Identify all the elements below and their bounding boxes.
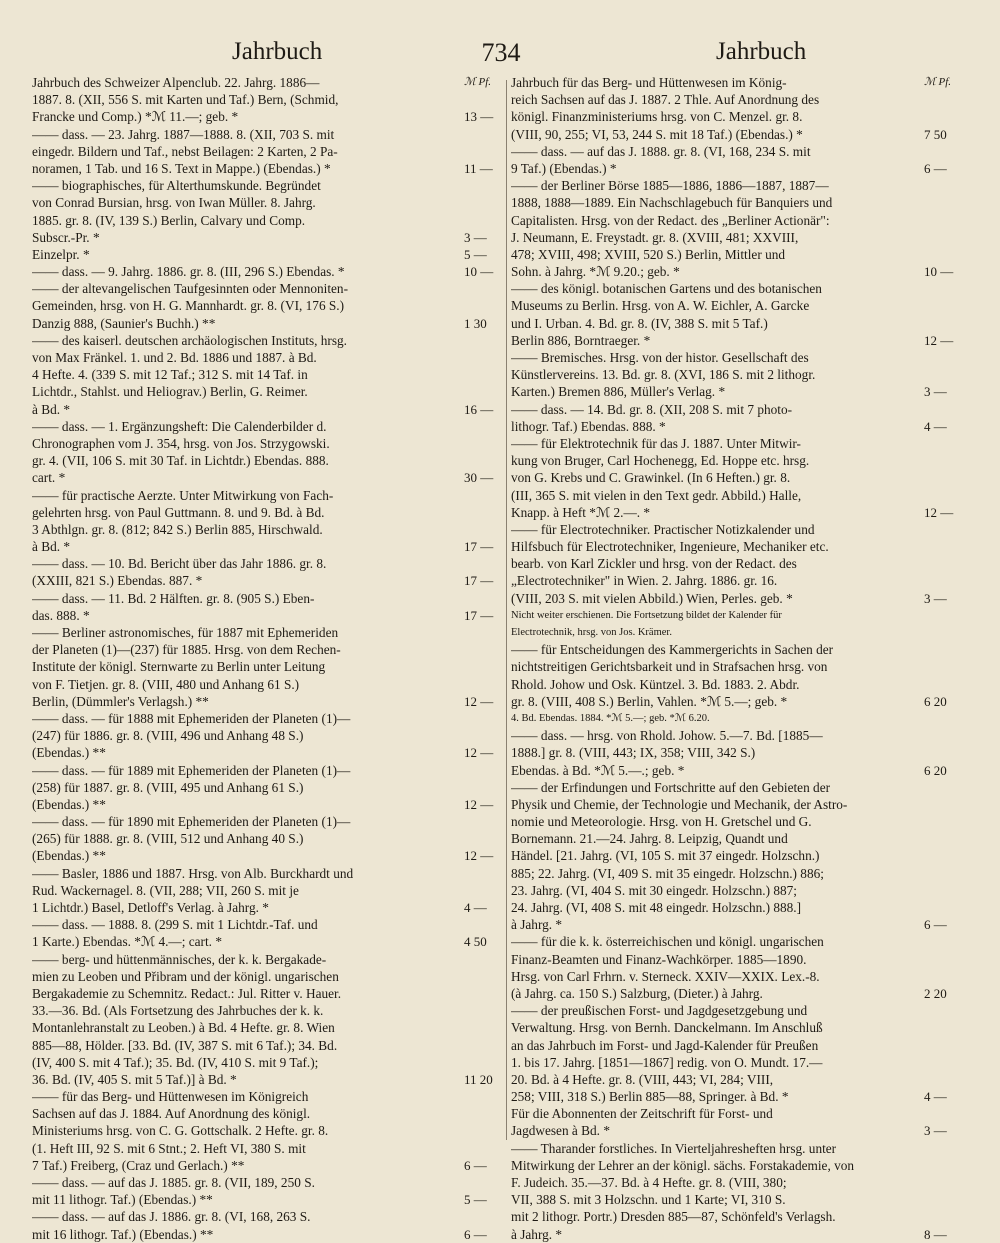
price-cell — [924, 315, 994, 332]
price-cell: 3 — — [924, 384, 947, 400]
entry-line: —— dass. — für 1889 mit Ephemeriden der Planeten (1)— — [32, 762, 351, 778]
price-cell — [924, 865, 994, 882]
price-cell — [924, 1002, 994, 1019]
entry-line: Ministeriums hrsg. von C. G. Gottschalk. 2 Hefte. gr. 8. — [32, 1123, 329, 1139]
entry-line: —— dass. — 11. Bd. 2 Hälften. gr. 8. (905 S.) Eben- — [32, 590, 315, 606]
price-cell — [464, 555, 506, 572]
entry-line: Subscr.-Pr. * — [32, 229, 100, 245]
entry-line: (III, 365 S. mit vielen in den Text gedr. Abbild.) Halle, — [511, 487, 802, 503]
price-cell — [924, 452, 994, 469]
price-cell — [464, 280, 506, 297]
entry-line: 258; VIII, 318 S.) Berlin 885—88, Springer. à Bd. * — [511, 1089, 789, 1105]
entry-line: —— dass. — 1888. 8. (299 S. mit 1 Lichtdr.-Taf. und — [32, 917, 318, 933]
price-cell — [464, 194, 506, 211]
entry-line: Nicht weiter erschienen. Die Fortsetzung bildet der Kalender für — [511, 609, 782, 621]
entry-line: Lichtdr., Stahlst. und Heliograv.) Berlin, G. Reimer. — [32, 384, 308, 400]
price-cell — [464, 332, 506, 349]
price-cell — [924, 1019, 994, 1036]
price-cell — [464, 985, 506, 1002]
price-cell: 17 — — [464, 573, 494, 589]
entry-line: Electrotechnik, hrsg. von Jos. Krämer. — [511, 627, 672, 638]
entry-line: Bergakademie zu Schemnitz. Redact.: Jul. Ritter v. Hauer. — [32, 985, 342, 1001]
entry-line: —— Tharander forstliches. In Vierteljahresheften hrsg. unter — [511, 1140, 837, 1156]
price-cell — [464, 641, 506, 658]
price-cell — [924, 91, 994, 108]
price-cell — [464, 1019, 506, 1036]
entry-line: Francke und Comp.) *ℳ 11.—; geb. * — [32, 109, 239, 125]
price-cell — [924, 796, 994, 813]
price-cell: 17 — — [464, 539, 494, 555]
price-cell — [924, 607, 994, 624]
entry-line: mit 11 lithogr. Taf.) (Ebendas.) ** — [32, 1192, 213, 1208]
price-cell: 5 — — [464, 1192, 487, 1208]
price-cell — [464, 1002, 506, 1019]
price-cell — [924, 1157, 994, 1174]
price-cell — [924, 469, 994, 486]
price-cell: 3 — — [924, 590, 947, 606]
entry-line: Institute der königl. Sternwarte zu Berlin unter Leitung — [32, 659, 326, 675]
entry-line: von Max Fränkel. 1. und 2. Bd. 1886 und 1887. à Bd. — [32, 350, 317, 365]
price-cell: 10 — — [924, 264, 954, 280]
entry-line: —— für das Berg- und Hüttenwesen im Königreich — [32, 1089, 309, 1105]
price-cell: 5 — — [464, 246, 487, 262]
entry-line: Danzig 888, (Saunier's Buchh.) ** — [32, 315, 216, 331]
price-cell — [464, 1140, 506, 1157]
entry-line: Rhold. Johow und Osk. Küntzel. 3. Bd. 1883. 2. Abdr. — [511, 676, 800, 692]
price-cell: ℳ Pf. — [464, 76, 492, 88]
price-cell — [924, 1071, 994, 1088]
price-cell — [464, 143, 506, 160]
entry-line: nomie und Meteorologie. Hrsg. von H. Gretschel und G. — [511, 814, 812, 830]
entry-line: Sohn. à Jahrg. *ℳ 9.20.; geb. * — [511, 264, 680, 280]
price-cell — [464, 1088, 506, 1105]
entry-line: Berlin, (Dümmler's Verlagsh.) ** — [32, 693, 209, 709]
price-cell — [924, 968, 994, 985]
price-cell: 4 — — [924, 1089, 947, 1105]
price-cell — [924, 194, 994, 211]
price-cell — [924, 899, 994, 916]
entry-line: 3 Abthlgn. gr. 8. (812; 842 S.) Berlin 885, Hirschwald. — [32, 521, 323, 537]
entry-line: nichtstreitigen Gerichtsbarkeit und in Strafsachen hrsg. von — [511, 659, 828, 675]
price-cell: 2 20 — [924, 985, 947, 1001]
price-cell: 4 50 — [464, 934, 487, 950]
entry-line: und I. Urban. 4. Bd. gr. 8. (IV, 388 S. mit 5 Taf.) — [511, 315, 768, 331]
price-cell — [464, 710, 506, 727]
price-cell — [464, 916, 506, 933]
entry-line: Capitalisten. Hrsg. von der Redact. des „Berliner Actionär": — [511, 212, 830, 228]
entry-line: —— der Erfindungen und Fortschritte auf den Gebieten der — [511, 779, 831, 795]
price-cell: 10 — — [464, 264, 494, 280]
price-cell — [464, 349, 506, 366]
price-cell: ℳ Pf. — [924, 76, 952, 88]
price-cell — [464, 779, 506, 796]
page-number: 734 — [481, 38, 521, 67]
entry-line: J. Neumann, E. Freystadt. gr. 8. (XVIII, 481; XXVIII, — [511, 229, 799, 245]
price-cell: 6 — — [924, 917, 947, 933]
price-cell: 12 — — [924, 504, 954, 520]
price-cell — [464, 297, 506, 314]
entry-line: reich Sachsen auf das J. 1887. 2 Thle. Auf Anordnung des — [511, 92, 820, 108]
price-cell — [924, 727, 994, 744]
left-price-column — [464, 74, 506, 1243]
price-cell — [464, 727, 506, 744]
entry-line: Hilfsbuch für Electrotechniker, Ingenieure, Mechaniker etc. — [511, 539, 829, 555]
entry-line: —— dass. — auf das J. 1888. gr. 8. (VI, 168, 234 S. mit — [511, 143, 811, 159]
entry-line: noramen, 1 Tab. und 16 S. Text in Mappe.) (Ebendas.) * — [32, 160, 331, 176]
price-cell — [464, 658, 506, 675]
entry-line: (265) für 1888. gr. 8. (VIII, 512 und Anhang 40 S.) — [32, 831, 304, 847]
entry-line: —— des kaiserl. deutschen archäologischen Instituts, hrsg. — [32, 332, 347, 348]
entry-line: —— dass. — 1. Ergänzungsheft: Die Calenderbilder d. — [32, 418, 327, 434]
entry-line: Verwaltung. Hrsg. von Bernh. Danckelmann. Im Anschluß — [511, 1020, 823, 1036]
price-cell: 6 — — [464, 1226, 487, 1242]
price-cell — [464, 521, 506, 538]
price-cell: 16 — — [464, 401, 494, 417]
price-cell — [924, 401, 994, 418]
price-cell: 12 — — [464, 796, 494, 812]
entry-line: 1885. gr. 8. (IV, 139 S.) Berlin, Calvary und Comp. — [32, 212, 306, 228]
price-cell — [464, 1054, 506, 1071]
entry-line: (VIII, 90, 255; VI, 53, 244 S. mit 18 Taf.) (Ebendas.) * — [511, 126, 803, 142]
entry-line: 33.—36. Bd. (Als Fortsetzung des Jahrbuches der k. k. — [32, 1003, 324, 1019]
entry-line: —— dass. — auf das J. 1885. gr. 8. (VII, 189, 250 S. — [32, 1175, 315, 1190]
price-cell: 6 — — [464, 1157, 487, 1173]
entry-line: 1888, 1888—1889. Ein Nachschlagebuch für Banquiers und — [511, 195, 833, 211]
entry-line: —— dass. — hrsg. von Rhold. Johow. 5.—7. Bd. [1885— — [511, 728, 823, 744]
entry-line: (247) für 1886. gr. 8. (VIII, 496 und Anhang 48 S.) — [32, 728, 304, 744]
entry-line: —— dass. — für 1890 mit Ephemeriden der Planeten (1)— — [32, 814, 351, 830]
price-cell — [464, 435, 506, 452]
entry-line: —— für Elektrotechnik für das J. 1887. Unter Mitwir- — [511, 435, 801, 451]
entry-line: Bornemann. 21.—24. Jahrg. 8. Leipzig, Quandt und — [511, 831, 788, 847]
price-cell — [464, 1174, 506, 1191]
price-cell — [464, 383, 506, 400]
price-cell — [924, 933, 994, 950]
entry-line: (Ebendas.) ** — [32, 796, 106, 812]
entry-line: (1. Heft III, 92 S. mit 6 Stnt.; 2. Heft VI, 380 S. mit — [32, 1140, 306, 1156]
entry-line: 23. Jahrg. (VI, 404 S. mit 30 eingedr. Holzschn.) 887; — [511, 882, 797, 898]
entry-line: —— biographisches, für Alterthumskunde. Begründet — [32, 178, 321, 194]
entry-line: cart. * — [32, 470, 66, 486]
entry-line: mit 2 lithogr. Portr.) Dresden 885—87, Schönfeld's Verlagsh. — [511, 1209, 836, 1225]
entry-line: —— dass. — 23. Jahrg. 1887—1888. 8. (XII, 703 S. mit — [32, 126, 335, 142]
price-cell — [464, 126, 506, 143]
entry-line: Karten.) Bremen 886, Müller's Verlag. * — [511, 384, 726, 400]
entry-line: —— Berliner astronomisches, für 1887 mit Ephemeriden — [32, 625, 339, 640]
entry-line: —— Bremisches. Hrsg. von der histor. Gesellschaft des — [511, 350, 809, 365]
price-cell — [924, 572, 994, 589]
entry-line: mit 16 lithogr. Taf.) (Ebendas.) ** — [32, 1226, 214, 1242]
price-cell: 7 50 — [924, 126, 947, 142]
entry-line: Für die Abonnenten der Zeitschrift für Forst- und — [511, 1106, 773, 1122]
price-cell — [924, 108, 994, 125]
price-cell — [924, 555, 994, 572]
price-cell — [924, 521, 994, 538]
price-cell — [924, 624, 994, 641]
entry-line: 1888.] gr. 8. (VIII, 443; IX, 358; VIII, 342 S.) — [511, 745, 756, 761]
entry-line: Jahrbuch des Schweizer Alpenclub. 22. Jahrg. 1886— — [32, 75, 320, 90]
price-cell — [924, 1105, 994, 1122]
entry-line: der Planeten (1)—(237) für 1885. Hrsg. von dem Rechen- — [32, 642, 341, 658]
right-column — [511, 74, 921, 1243]
entry-line: 20. Bd. à 4 Hefte. gr. 8. (VIII, 443; VI, 284; VIII, — [511, 1071, 774, 1087]
price-cell — [464, 624, 506, 641]
entry-line: Künstlervereins. 13. Bd. gr. 8. (XVI, 186 S. mit 2 lithogr. — [511, 367, 816, 383]
entry-line: (Ebendas.) ** — [32, 848, 106, 864]
price-cell: 3 — — [464, 229, 487, 245]
entry-line: Jagdwesen à Bd. * — [511, 1123, 610, 1139]
price-cell: 30 — — [464, 470, 494, 486]
price-cell — [464, 177, 506, 194]
price-cell — [464, 1105, 506, 1122]
entry-line: (258) für 1887. gr. 8. (VIII, 495 und Anhang 61 S.) — [32, 779, 304, 795]
entry-line: Hrsg. von Carl Frhrn. v. Sterneck. XXIV—XXIX. Lex.-8. — [511, 968, 820, 984]
entry-line: 4. Bd. Ebendas. 1884. *ℳ 5.—; geb. *ℳ 6.20. — [511, 712, 710, 724]
entry-line: Jahrbuch für das Berg- und Hüttenwesen im König- — [511, 75, 787, 90]
price-cell — [464, 366, 506, 383]
price-cell — [924, 1191, 994, 1208]
price-cell — [924, 1140, 994, 1157]
price-cell — [924, 847, 994, 864]
entry-line: Einzelpr. * — [32, 246, 90, 262]
entry-line: (Ebendas.) ** — [32, 745, 106, 761]
entry-line: 478; XVIII, 498; XVIII, 520 S.) Berlin, Mittler und — [511, 246, 786, 262]
price-cell — [924, 813, 994, 830]
entry-line: —— Basler, 1886 und 1887. Hrsg. von Alb. Burckhardt und — [32, 865, 354, 881]
entry-line: 36. Bd. (IV, 405 S. mit 5 Taf.)] à Bd. * — [32, 1071, 237, 1087]
entry-line: Physik und Chemie, der Technologie und Mechanik, der Astro- — [511, 796, 848, 812]
entry-line: —— für Electrotechniker. Practischer Notizkalender und — [511, 521, 815, 537]
entry-line: 885; 22. Jahrg. (VI, 409 S. mit 35 eingedr. Holzschn.) 886; — [511, 865, 824, 881]
entry-line: —— dass. — 10. Bd. Bericht über das Jahr 1886. gr. 8. — [32, 556, 327, 572]
entry-line: 1 Lichtdr.) Basel, Detloff's Verlag. à Jahrg. * — [32, 900, 269, 915]
entry-line: Gemeinden, hrsg. von H. G. Mannhardt. gr. 8. (VI, 176 S.) — [32, 298, 345, 314]
entry-line: 885—88, Hölder. [33. Bd. (IV, 387 S. mit 6 Taf.); 34. Bd. — [32, 1037, 338, 1053]
price-cell — [924, 1054, 994, 1071]
entry-line: 1 Karte.) Ebendas. *ℳ 4.—; cart. * — [32, 934, 222, 950]
entry-line: —— dass. — 9. Jahrg. 1886. gr. 8. (III, 296 S.) Ebendas. * — [32, 264, 345, 280]
entry-line: VII, 388 S. mit 3 Holzschn. und 1 Karte; VI, 310 S. — [511, 1192, 786, 1208]
entry-line: Händel. [21. Jahrg. (VI, 105 S. mit 37 eingedr. Holzschn.) — [511, 848, 820, 864]
price-cell: 4 — — [924, 418, 947, 434]
entry-line: —— dass. — auf das J. 1886. gr. 8. (VI, 168, 263 S. — [32, 1209, 311, 1225]
entry-line: (IV, 400 S. mit 4 Taf.); 35. Bd. (IV, 410 S. mit 9 Taf.); — [32, 1054, 319, 1070]
price-cell — [924, 710, 994, 727]
price-cell — [924, 779, 994, 796]
entry-line: Sachsen auf das J. 1884. Auf Anordnung des königl. — [32, 1106, 311, 1122]
entry-line: Mitwirkung der Lehrer an der königl. sächs. Forstakademie, von — [511, 1157, 855, 1173]
entry-line: gelehrten hrsg. von Paul Guttmann. 8. und 9. Bd. à Bd. — [32, 504, 325, 520]
entry-line: —— für practische Aerzte. Unter Mitwirkung von Fach- — [32, 487, 334, 503]
price-cell: 6 20 — [924, 693, 947, 709]
entry-line: 9 Taf.) (Ebendas.) * — [511, 160, 617, 176]
price-cell — [464, 590, 506, 607]
page-header — [0, 38, 1000, 74]
price-cell — [924, 641, 994, 658]
entry-line: bearb. von Karl Zickler und hrsg. von der Redact. des — [511, 556, 797, 572]
price-cell — [924, 349, 994, 366]
entry-line: Rud. Wackernagel. 8. (VII, 288; VII, 260 S. mit je — [32, 882, 299, 898]
price-cell — [464, 91, 506, 108]
entry-line: Chronographen vom J. 354, hrsg. von Jos. Strzygowski. — [32, 435, 330, 451]
price-cell — [924, 212, 994, 229]
entry-line: —— dass. — für 1888 mit Ephemeriden der Planeten (1)— — [32, 710, 351, 726]
entry-line: 1887. 8. (XII, 556 S. mit Karten und Taf.) Bern, (Schmid, — [32, 92, 339, 108]
entry-line: an das Jahrbuch im Forst- und Jagd-Kalender für Preußen — [511, 1037, 819, 1053]
entry-line: à Jahrg. * — [511, 917, 563, 933]
entry-line: à Bd. * — [32, 539, 71, 555]
price-cell — [464, 676, 506, 693]
entry-line: —— für die k. k. österreichischen und königl. ungarischen — [511, 934, 824, 950]
price-cell — [464, 1122, 506, 1139]
price-cell — [924, 143, 994, 160]
entry-line: —— für Entscheidungen des Kammergerichts in Sachen der — [511, 642, 834, 658]
price-cell — [464, 504, 506, 521]
entry-line: —— der Berliner Börse 1885—1886, 1886—1887, 1887— — [511, 178, 829, 194]
price-cell — [924, 744, 994, 761]
entry-line: 7 Taf.) Freiberg, (Craz und Gerlach.) ** — [32, 1157, 245, 1173]
price-cell — [924, 882, 994, 899]
price-cell — [924, 366, 994, 383]
entry-line: —— der preußischen Forst- und Jagdgesetzgebung und — [511, 1003, 808, 1019]
price-cell: 11 — — [464, 160, 493, 176]
price-cell — [924, 658, 994, 675]
price-cell: 4 — — [464, 900, 487, 915]
price-cell — [924, 676, 994, 693]
price-cell — [924, 435, 994, 452]
price-cell: 11 20 — [464, 1071, 493, 1087]
price-cell — [924, 1174, 994, 1191]
price-cell: 12 — — [464, 693, 494, 709]
entry-line: eingedr. Bildern und Taf., nebst Beilagen: 2 Karten, 2 Pa- — [32, 143, 338, 159]
running-head-right: Jahrbuch — [716, 38, 807, 65]
price-cell: 6 — — [924, 160, 947, 176]
price-cell — [924, 1208, 994, 1225]
price-cell: 13 — — [464, 109, 494, 125]
price-cell: 8 — — [924, 1226, 947, 1242]
price-cell: 12 — — [924, 332, 954, 348]
entry-line: mien zu Leoben und Přibram und der königl. ungarischen — [32, 968, 339, 984]
entry-line: (à Jahrg. ca. 150 S.) Salzburg, (Dieter.) à Jahrg. — [511, 985, 763, 1001]
entry-line: von G. Krebs und C. Grawinkel. (In 6 Heften.) gr. 8. — [511, 470, 791, 486]
entry-line: —— dass. — 14. Bd. gr. 8. (XII, 208 S. mit 7 photo- — [511, 401, 793, 417]
entry-line: (VIII, 203 S. mit vielen Abbild.) Wien, Perles. geb. * — [511, 590, 793, 606]
entry-line: lithogr. Taf.) Ebendas. 888. * — [511, 418, 666, 434]
entry-line: F. Judeich. 35.—37. Bd. à 4 Hefte. gr. 8. (VIII, 380; — [511, 1175, 787, 1190]
price-cell — [464, 487, 506, 504]
entry-line: Berlin 886, Borntraeger. * — [511, 332, 651, 348]
price-cell — [464, 882, 506, 899]
price-cell — [924, 246, 994, 263]
entry-line: à Bd. * — [32, 401, 71, 417]
entry-line: 24. Jahrg. (VI, 408 S. mit 48 eingedr. Holzschn.) 888.] — [511, 900, 802, 915]
running-head-left: Jahrbuch — [232, 38, 323, 65]
entry-line: gr. 8. (VIII, 408 S.) Berlin, Vahlen. *ℳ 5.—; geb. * — [511, 693, 788, 709]
price-cell — [464, 212, 506, 229]
price-cell — [924, 280, 994, 297]
right-price-column — [924, 74, 994, 1243]
price-cell — [924, 177, 994, 194]
entry-line: (XXIII, 821 S.) Ebendas. 887. * — [32, 573, 203, 589]
entry-line: das. 888. * — [32, 607, 90, 623]
price-cell: 3 — — [924, 1123, 947, 1139]
price-cell — [464, 1208, 506, 1225]
entry-line: 4 Hefte. 4. (339 S. mit 12 Taf.; 312 S. mit 14 Taf. in — [32, 367, 308, 383]
price-cell — [924, 487, 994, 504]
entry-line: —— der altevangelischen Taufgesinnten oder Mennoniten- — [32, 281, 349, 297]
price-cell: 12 — — [464, 848, 494, 864]
entry-line: von F. Tietjen. gr. 8. (VIII, 480 und Anhang 61 S.) — [32, 676, 300, 692]
entry-line: Knapp. à Heft *ℳ 2.—. * — [511, 504, 651, 520]
entry-line: Ebendas. à Bd. *ℳ 5.—.; geb. * — [511, 762, 685, 778]
price-cell: 6 20 — [924, 762, 947, 778]
entry-line: königl. Finanzministeriums hrsg. von C. Menzel. gr. 8. — [511, 109, 803, 125]
entry-line: —— des königl. botanischen Gartens und des botanischen — [511, 281, 822, 297]
price-cell: 17 — — [464, 607, 494, 623]
price-cell — [464, 951, 506, 968]
price-cell: 12 — — [464, 745, 494, 761]
price-cell — [464, 1037, 506, 1054]
price-cell — [924, 951, 994, 968]
entry-line: à Jahrg. * — [511, 1226, 563, 1242]
price-cell — [924, 830, 994, 847]
entry-line: 1. bis 17. Jahrg. [1851—1867] redig. von O. Mundt. 17.— — [511, 1054, 823, 1070]
price-cell — [464, 452, 506, 469]
entry-line: kung von Bruger, Carl Hochenegg, Ed. Hoppe etc. hrsg. — [511, 453, 810, 469]
entry-line: von Conrad Bursian, hrsg. von Iwan Müller. 8. Jahrg. — [32, 195, 316, 211]
price-cell: 1 30 — [464, 315, 487, 331]
entry-line: „Electrotechniker" in Wien. 2. Jahrg. 1886. gr. 16. — [511, 573, 778, 589]
price-cell — [464, 418, 506, 435]
left-column — [32, 74, 464, 1243]
price-cell — [924, 1037, 994, 1054]
price-cell — [924, 297, 994, 314]
entry-line: —— berg- und hüttenmännisches, der k. k. Bergakade- — [32, 951, 327, 967]
entry-line: Finanz-Beamten und Finanz-Wachkörper. 1885—1890. — [511, 951, 807, 967]
entry-line: Montanlehranstalt zu Leoben.) à Bd. 4 Hefte. gr. 8. Wien — [32, 1020, 335, 1036]
entry-line: Museums zu Berlin. Hrsg. von A. W. Eichler, A. Garcke — [511, 298, 810, 314]
price-cell — [464, 865, 506, 882]
entry-line: gr. 4. (VII, 106 S. mit 30 Taf. in Lichtdr.) Ebendas. 888. — [32, 453, 329, 469]
price-cell — [464, 762, 506, 779]
price-cell — [924, 538, 994, 555]
price-cell — [464, 830, 506, 847]
price-cell — [464, 813, 506, 830]
price-cell — [464, 968, 506, 985]
column-divider — [506, 80, 507, 1140]
price-cell — [924, 229, 994, 246]
